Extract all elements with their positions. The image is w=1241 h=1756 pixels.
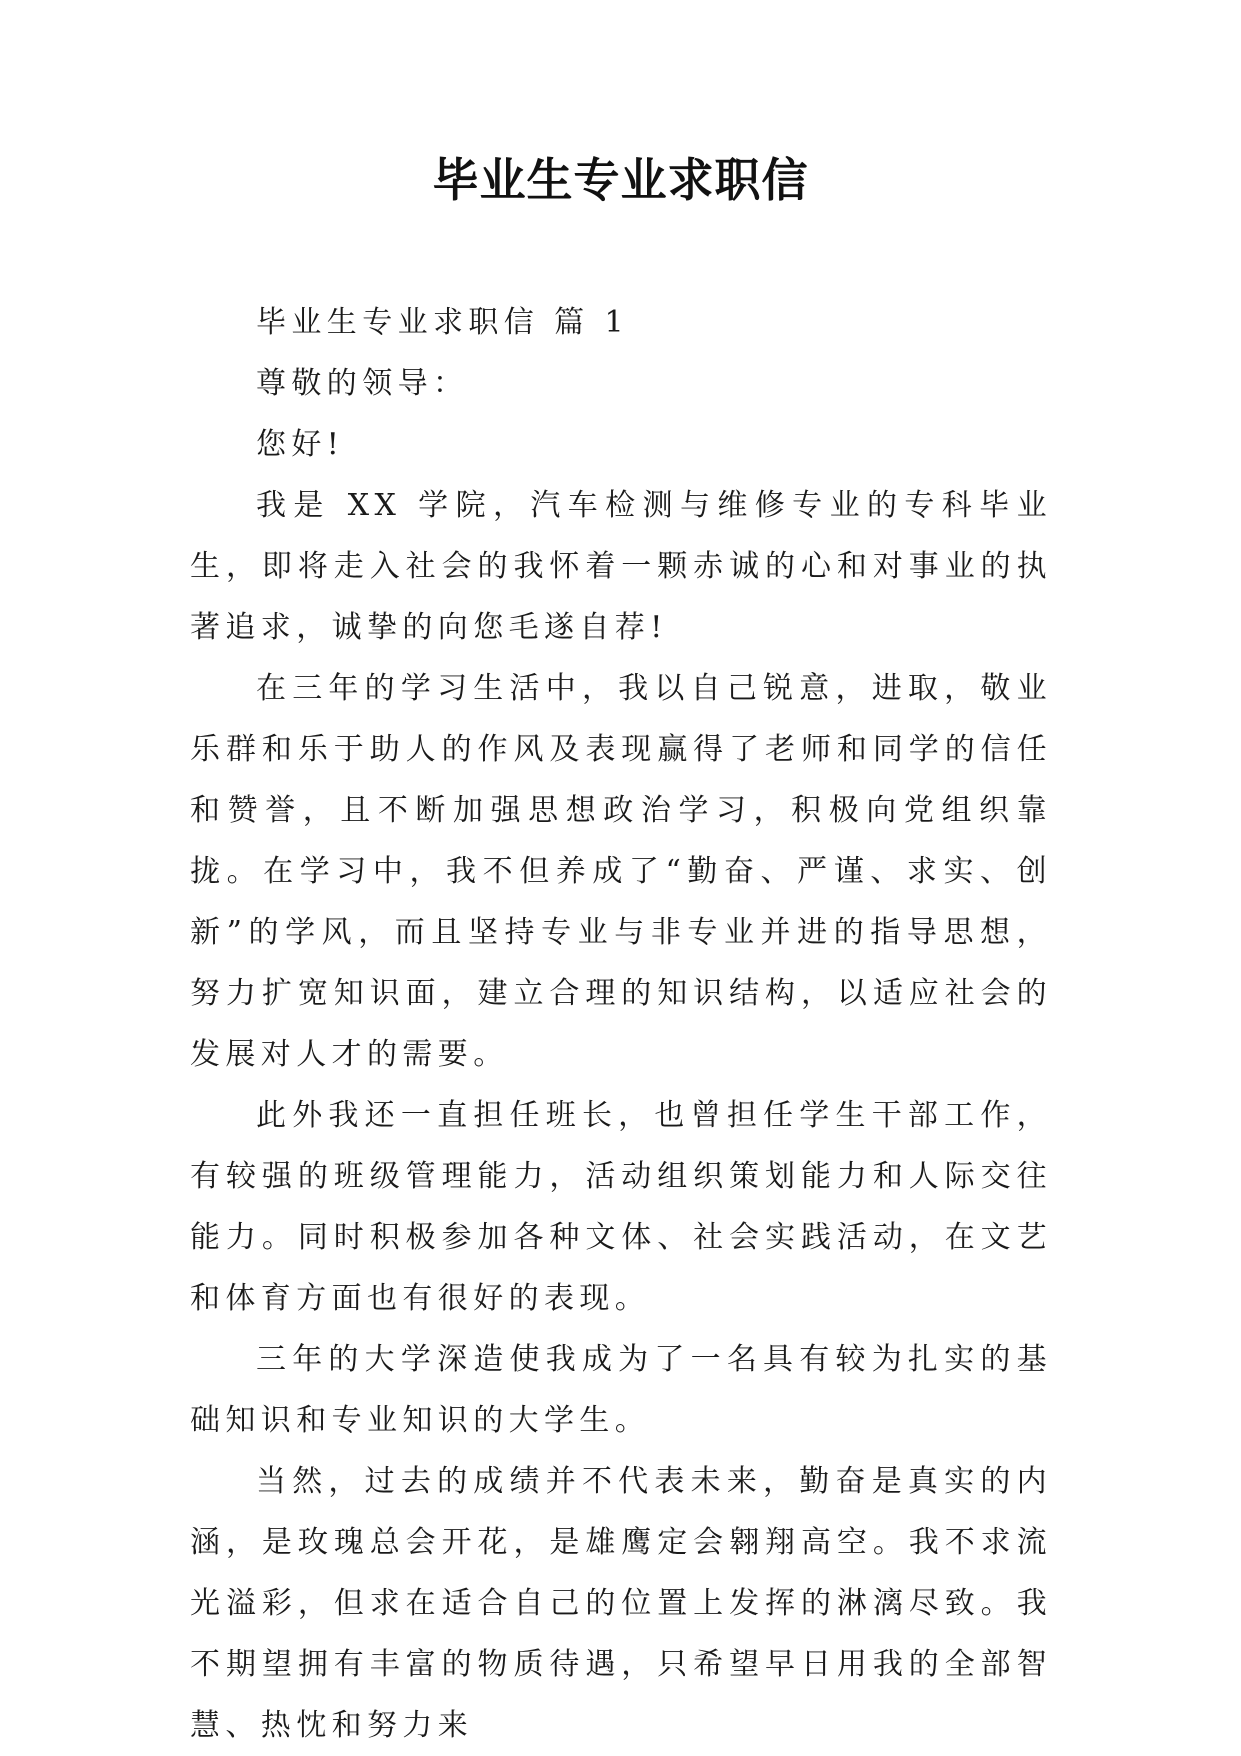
letter-body (190, 292, 1052, 1756)
paragraph: 当然，过去的成绩并不代表未来，勤奋是真实的内涵，是玫瑰总会开花，是雄鹰定会翱翔高空。我不求流光溢彩，但求在适合自己的位置上发挥的淋漓尽致。我不期望拥有丰富的物质待遇，只希望早日用我的全部智慧、热忱和努力来 (190, 1464, 1052, 1743)
greeting: 您好! (256, 427, 345, 462)
document-title: 毕业生专业求职信 (432, 153, 809, 207)
salutation: 尊敬的领导： (256, 366, 469, 401)
paragraph: 三年的大学深造使我成为了一名具有较为扎实的基础知识和专业知识的大学生。 (190, 1342, 1052, 1438)
paragraph: 我是 XX 学院，汽车检测与维修专业的专科毕业生，即将走入社会的我怀着一颗赤诚的心和对事业的执著追求，诚挚的向您毛遂自荐! (190, 488, 1052, 645)
paragraph: 在三年的学习生活中，我以自己锐意，进取，敬业乐群和乐于助人的作风及表现赢得了老师和同学的信任和赞誉，且不断加强思想政治学习，积极向党组织靠拢。在学习中，我不但养成了“勤奋、严谨、求实、创新”的学风，而且坚持专业与非专业并进的指导思想，努力扩宽知识面，建立合理的知识结构，以适应社会的发展对人才的需要。 (190, 671, 1052, 1072)
paragraph: 此外我还一直担任班长，也曾担任学生干部工作，有较强的班级管理能力，活动组织策划能力和人际交往能力。同时积极参加各种文体、社会实践活动，在文艺和体育方面也有很好的表现。 (190, 1098, 1052, 1316)
section-heading: 毕业生专业求职信 篇 1 (256, 305, 629, 340)
